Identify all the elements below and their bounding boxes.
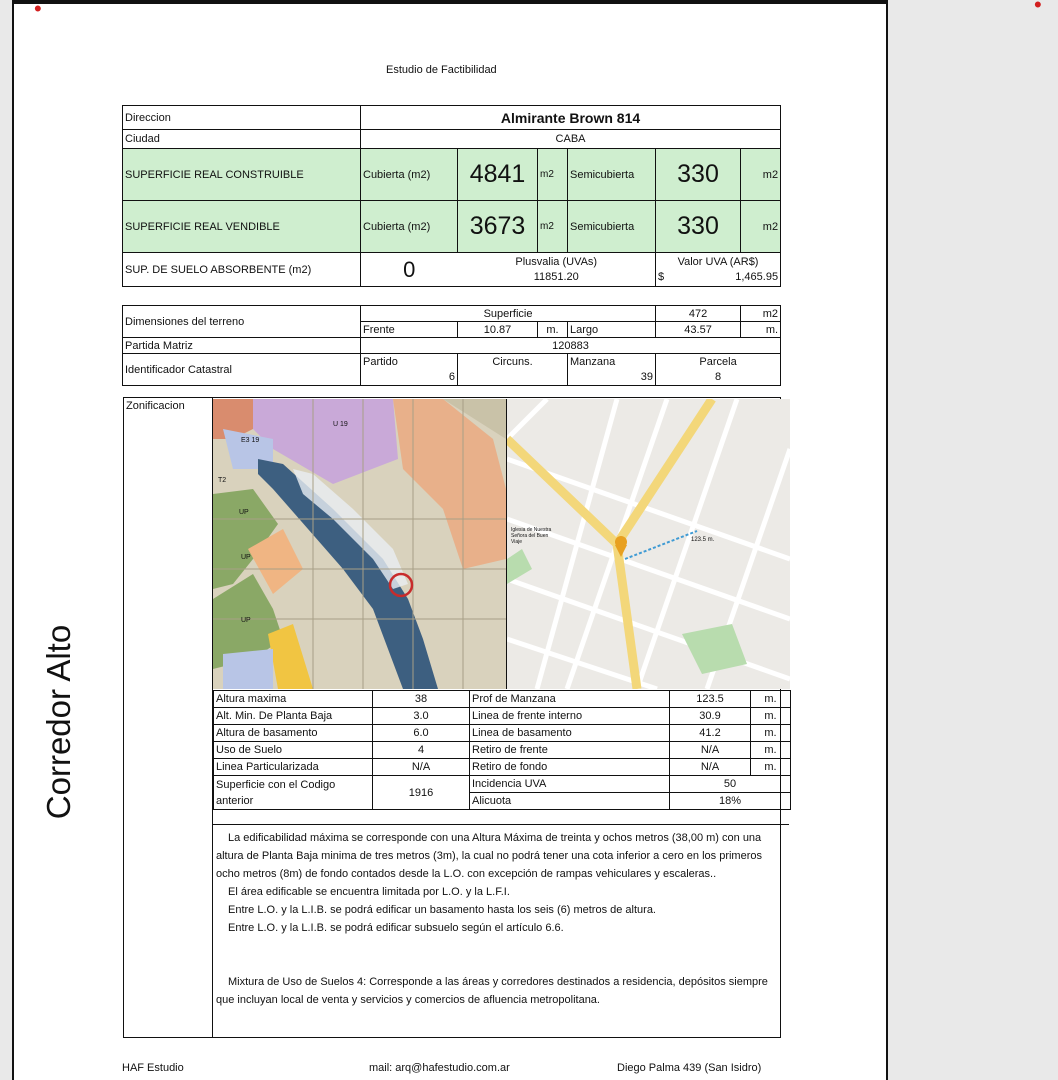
zone-label-up-2: UP <box>241 617 251 624</box>
param-value: N/A <box>373 759 470 776</box>
param-label: Alt. Min. De Planta Baja <box>214 708 373 725</box>
superficie-label: Superficie <box>361 306 656 322</box>
construible-semi-label: Semicubierta <box>568 149 656 201</box>
param-label: Linea de basamento <box>470 725 670 742</box>
frente-value: 10.87 <box>458 322 538 338</box>
param-value: N/A <box>670 742 751 759</box>
param-label: Linea Particularizada <box>214 759 373 776</box>
param-value: 3.0 <box>373 708 470 725</box>
plusvalia-value: 11851.20 <box>533 270 579 283</box>
param-label: Uso de Suelo <box>214 742 373 759</box>
street-map <box>506 399 790 689</box>
terreno-table <box>122 305 781 386</box>
construible-semi-unit: m2 <box>741 149 781 201</box>
description-paragraph: Mixtura de Uso de Suelos 4: Corresponde a las áreas y corredores destinados a residencia, depósitos siempre que incluyan local de venta y servicios y comercios de afluencia metropolitana. <box>216 976 768 1006</box>
param-unit: m. <box>751 708 791 725</box>
param-value: 38 <box>373 691 470 708</box>
description-paragraph: Entre L.O. y la L.I.B. se podrá edificar subsuelo según el artículo 6.6. <box>228 922 564 934</box>
zone-label-up-3: UP <box>239 509 249 516</box>
param-value: N/A <box>670 759 751 776</box>
param-unit: m. <box>751 759 791 776</box>
param-unit: m. <box>751 691 791 708</box>
param-value: 18% <box>670 793 791 810</box>
param-label: Retiro de frente <box>470 742 670 759</box>
parcela-label: Parcela <box>656 354 781 370</box>
param-label: Linea de frente interno <box>470 708 670 725</box>
vendible-semi-value: 330 <box>656 201 741 253</box>
parcela-value: 8 <box>656 370 781 386</box>
param-label: Prof de Manzana <box>470 691 670 708</box>
param-value: 123.5 <box>670 691 751 708</box>
document-title: Estudio de Factibilidad <box>386 64 497 76</box>
vendible-semi-label: Semicubierta <box>568 201 656 253</box>
param-value: 30.9 <box>670 708 751 725</box>
param-value: 50 <box>670 776 791 793</box>
parameters-table <box>213 690 791 810</box>
plusvalia-cell <box>458 253 656 287</box>
partido-label: Partido <box>361 354 458 370</box>
zone-label-e3: E3 19 <box>241 437 260 444</box>
direccion-value: Almirante Brown 814 <box>361 106 781 130</box>
vendible-cubierta-value: 3673 <box>458 201 538 253</box>
frente-label: Frente <box>361 322 458 338</box>
manzana-value: 39 <box>568 370 656 386</box>
district-name: Corredor Alto <box>40 624 77 820</box>
largo-label: Largo <box>568 322 656 338</box>
zoning-description <box>213 824 789 1037</box>
partido-value: 6 <box>361 370 458 386</box>
summary-table <box>122 105 781 287</box>
church-map-label: Iglesia de Nuestra Señora del Buen Viaje <box>511 527 552 545</box>
construible-semi-value: 330 <box>656 149 741 201</box>
partida-value: 120883 <box>361 338 781 354</box>
annotation-mark: • <box>34 0 42 21</box>
vendible-unit: m2 <box>538 201 568 253</box>
zone-label-u19: U 19 <box>333 421 348 428</box>
footer-address: Diego Palma 439 (San Isidro) <box>617 1062 762 1074</box>
ciudad-value: CABA <box>361 130 781 149</box>
vendible-label: SUPERFICIE REAL VENDIBLE <box>123 201 361 253</box>
largo-value: 43.57 <box>656 322 741 338</box>
construible-cubierta-label: Cubierta (m2) <box>361 149 458 201</box>
param-unit: m. <box>751 725 791 742</box>
description-paragraph: El área edificable se encuentra limitada por L.O. y la L.F.I. <box>228 886 510 898</box>
ciudad-label: Ciudad <box>123 130 361 149</box>
zone-label-up-1: UP <box>241 554 251 561</box>
annotation-mark: • <box>1034 0 1042 17</box>
param-label: Alicuota <box>470 793 670 810</box>
dimensiones-label: Dimensiones del terreno <box>123 306 361 338</box>
construible-unit: m2 <box>538 149 568 201</box>
frente-unit: m. <box>538 322 568 338</box>
param-value: 4 <box>373 742 470 759</box>
param-value: 41.2 <box>670 725 751 742</box>
vendible-cubierta-label: Cubierta (m2) <box>361 201 458 253</box>
circuns-label: Circuns. <box>458 354 568 370</box>
param-label: Retiro de fondo <box>470 759 670 776</box>
zoning-map <box>213 399 506 689</box>
catastral-label: Identificador Catastral <box>123 354 361 386</box>
description-paragraph: Entre L.O. y la L.I.B. se podrá edificar un basamento hasta los seis (6) metros de altura. <box>228 904 656 916</box>
absorbente-value: 0 <box>361 253 458 287</box>
zone-label-t2: T2 <box>218 477 227 484</box>
distance-map-label: 123.5 m. <box>691 537 715 543</box>
largo-unit: m. <box>741 322 781 338</box>
valor-uva-cell <box>656 253 781 287</box>
footer-email: mail: arq@hafestudio.com.ar <box>369 1062 510 1074</box>
partida-label: Partida Matriz <box>123 338 361 354</box>
manzana-label: Manzana <box>568 354 656 370</box>
document-page <box>12 0 888 1080</box>
superficie-value: 472 <box>656 306 741 322</box>
plusvalia-label: Plusvalia (UVAs) <box>515 255 598 268</box>
construible-cubierta-value: 4841 <box>458 149 538 201</box>
valor-uva-label: Valor UVA (AR$) <box>677 255 759 268</box>
param-label: Altura maxima <box>214 691 373 708</box>
valor-uva-value: 1,465.95 <box>735 270 779 283</box>
zonificacion-label: Zonificacion <box>126 400 185 412</box>
description-paragraph: La edificabilidad máxima se corresponde con una Altura Máxima de treinta y ochos metros (38,00 m) con una altura de Planta Baja minima de tres metros (3m), la cual no podrá tener una cota inferior a cero en los primeros ocho metros (8m) de fondo contados desde la L.O. con excepción de rampas vehiculares y escaleras.. <box>216 832 762 880</box>
absorbente-label: SUP. DE SUELO ABSORBENTE (m2) <box>123 253 361 287</box>
circuns-value <box>458 370 568 386</box>
construible-label: SUPERFICIE REAL CONSTRUIBLE <box>123 149 361 201</box>
param-value: 6.0 <box>373 725 470 742</box>
param-label: Superficie con el Codigo anterior <box>214 776 373 810</box>
param-unit: m. <box>751 742 791 759</box>
footer-studio: HAF Estudio <box>122 1062 184 1074</box>
valor-uva-currency: $ <box>658 270 665 283</box>
param-label: Incidencia UVA <box>470 776 670 793</box>
superficie-unit: m2 <box>741 306 781 322</box>
param-label: Altura de basamento <box>214 725 373 742</box>
vendible-semi-unit: m2 <box>741 201 781 253</box>
direccion-label: Direccion <box>123 106 361 130</box>
param-value: 1916 <box>373 776 470 810</box>
